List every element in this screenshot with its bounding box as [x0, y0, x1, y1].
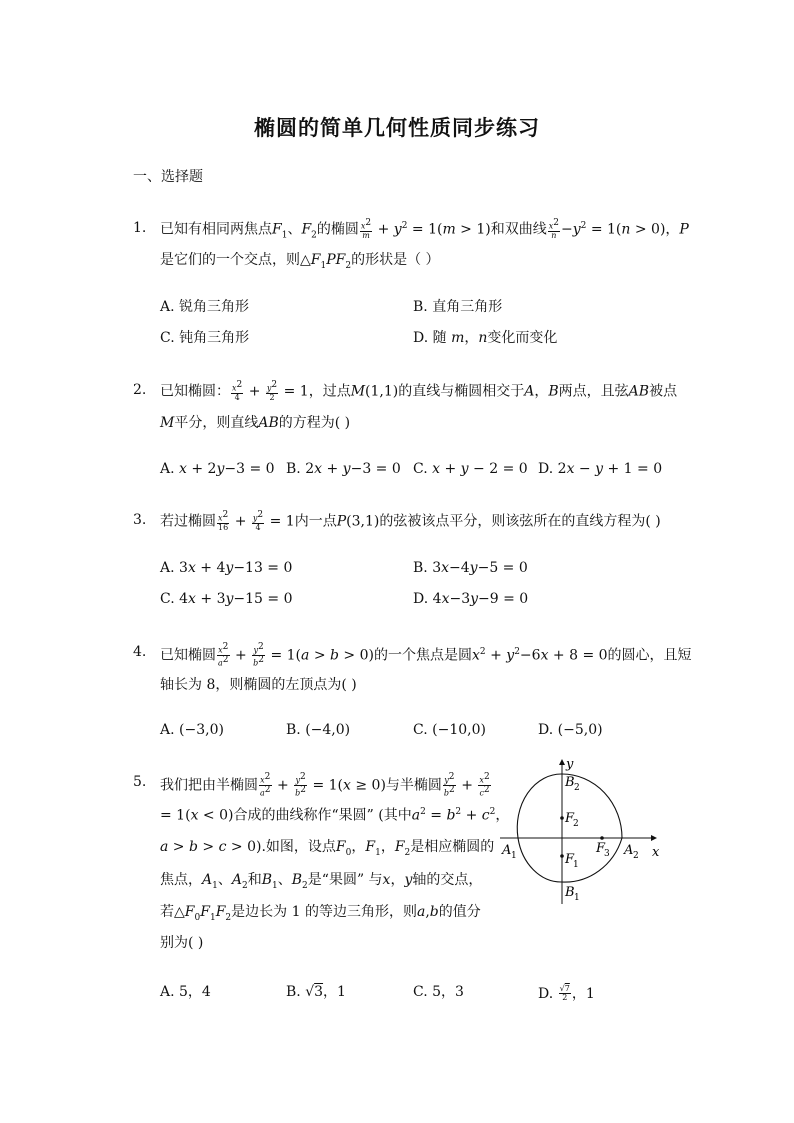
- question-4-line-1: 已知椭圆 $\frac{x^2}{a^2}$ + $\frac{y^2}{b^2}$ = 1(a > b > 0)的一个焦点是圆$x^2 + y^2-6x + 8 = 0$的圆心，且短: [160, 642, 692, 668]
- question-5-option-c[interactable]: C. 5，3: [413, 984, 464, 1000]
- question-1-line-1: 已知有相同两焦点$F_1$、$F_2$的椭圆 $\frac{x^2}{m}$ + $y^2 = 1(m > 1)$和双曲线 $\frac{x^2}{n}$ $-y^2 = 1(n > 0)$，P: [160, 218, 689, 241]
- question-2-option-a[interactable]: A. x + 2y−3 = 0: [160, 461, 275, 477]
- question-2-option-d[interactable]: D. 2x − y + 1 = 0: [538, 461, 663, 477]
- question-3-option-d[interactable]: D. 4x−3y−9 = 0: [413, 591, 529, 607]
- question-3-line-1: 若过椭圆 $\frac{x^2}{16}$ + $\frac{y^2}{4}$ = 1内一点P(3,1)的弦被该点平分，则该弦所在的直线方程为( ): [160, 510, 661, 533]
- question-5-option-b[interactable]: B. √3，1: [286, 984, 346, 1000]
- question-5-option-a[interactable]: A. 5，4: [160, 984, 211, 1000]
- question-2-line-2: M平分，则直线AB的方程为( ): [160, 415, 351, 431]
- focus-f3-point: [600, 836, 604, 840]
- question-2-number: 2.: [133, 382, 147, 398]
- label-f2: F: [565, 811, 575, 826]
- focus-f1-point: [560, 854, 564, 858]
- question-4-option-b[interactable]: B. (−4,0): [286, 722, 351, 738]
- label-b1-sub: 1: [574, 893, 580, 903]
- question-5-line-6: 别为( ): [160, 935, 204, 951]
- label-a1: A: [502, 843, 512, 858]
- question-4-option-c[interactable]: C. (−10,0): [413, 722, 486, 738]
- label-b1: B: [565, 885, 575, 900]
- x-axis-label: x: [652, 845, 660, 860]
- label-f1-sub: 1: [573, 860, 579, 870]
- question-5-line-4: 焦点，$A_1$、$A_2$和$B_1$、$B_2$是“果圆” 与x，y轴的交点，: [160, 872, 483, 891]
- y-axis-label: y: [566, 757, 574, 772]
- fruit-curve-figure: [496, 754, 670, 910]
- question-3-option-b[interactable]: B. 3x−4y−5 = 0: [413, 560, 528, 576]
- question-5-number: 5.: [133, 774, 147, 790]
- label-f2-sub: 2: [573, 819, 579, 829]
- question-5-option-d[interactable]: D. $\frac{√7}{2}$ ，1: [538, 984, 595, 1003]
- question-1-number: 1.: [133, 220, 147, 236]
- question-3-option-a[interactable]: A. 3x + 4y−13 = 0: [160, 560, 293, 576]
- question-3-number: 3.: [133, 512, 147, 528]
- label-a1-sub: 1: [511, 851, 517, 861]
- question-3-option-c[interactable]: C. 4x + 3y−15 = 0: [160, 591, 293, 607]
- page-title: 椭圆的简单几何性质同步练习: [254, 115, 540, 140]
- question-5-line-5: 若$\triangle F_0F_1F_2$是边长为 1 的等边三角形，则a,b的值分: [160, 904, 481, 923]
- question-1-line-2: 是它们的一个交点，则$\triangle F_1PF_2$的形状是（ ）: [160, 252, 440, 271]
- question-2-option-c[interactable]: C. x + y − 2 = 0: [413, 461, 528, 477]
- label-a2-sub: 2: [633, 851, 639, 861]
- question-4-option-d[interactable]: D. (−5,0): [538, 722, 603, 738]
- label-f1: F: [565, 852, 575, 867]
- question-5-line-3: a > b > c > 0).如图，设点$F_0$，$F_1$，$F_2$是相应椭圆的: [160, 839, 495, 858]
- focus-f2-point: [560, 816, 564, 820]
- label-a2: A: [624, 843, 634, 858]
- question-1-option-a[interactable]: A. 锐角三角形: [160, 299, 250, 315]
- label-b2-sub: 2: [574, 783, 580, 793]
- label-b2: B: [565, 775, 575, 790]
- section-heading: 一、选择题: [133, 169, 203, 185]
- label-f3: F: [596, 841, 606, 856]
- question-4-option-a[interactable]: A. (−3,0): [160, 722, 224, 738]
- question-1-option-c[interactable]: C. 钝角三角形: [160, 330, 250, 346]
- question-2-option-b[interactable]: B. 2x + y−3 = 0: [286, 461, 401, 477]
- question-5-line-2: = 1(x < 0)合成的曲线称作“果圆” (其中$a^2 = b^2 + c^2$，: [160, 807, 510, 824]
- question-1-option-b[interactable]: B. 直角三角形: [413, 299, 503, 315]
- question-4-line-2: 轴长为 8，则椭圆的左顶点为( ): [160, 677, 357, 693]
- question-4-number: 4.: [133, 644, 147, 660]
- question-2-line-1: 已知椭圆： $\frac{x^2}{4}$ + $\frac{y^2}{2}$ = 1，过点M(1,1)的直线与椭圆相交于A，B两点，且弦AB被点: [160, 380, 678, 403]
- question-5-line-1: 我们把由半椭圆 $\frac{x^2}{a^2}$ + $\frac{y^2}{b^2}$ = 1(x ≥ 0)与半椭圆 $\frac{y^2}{b^2}$ + $\frac{x^2}{c^2}$: [160, 772, 490, 798]
- label-f3-sub: 3: [604, 849, 610, 859]
- question-1-option-d[interactable]: D. 随 m，n变化而变化: [413, 330, 558, 346]
